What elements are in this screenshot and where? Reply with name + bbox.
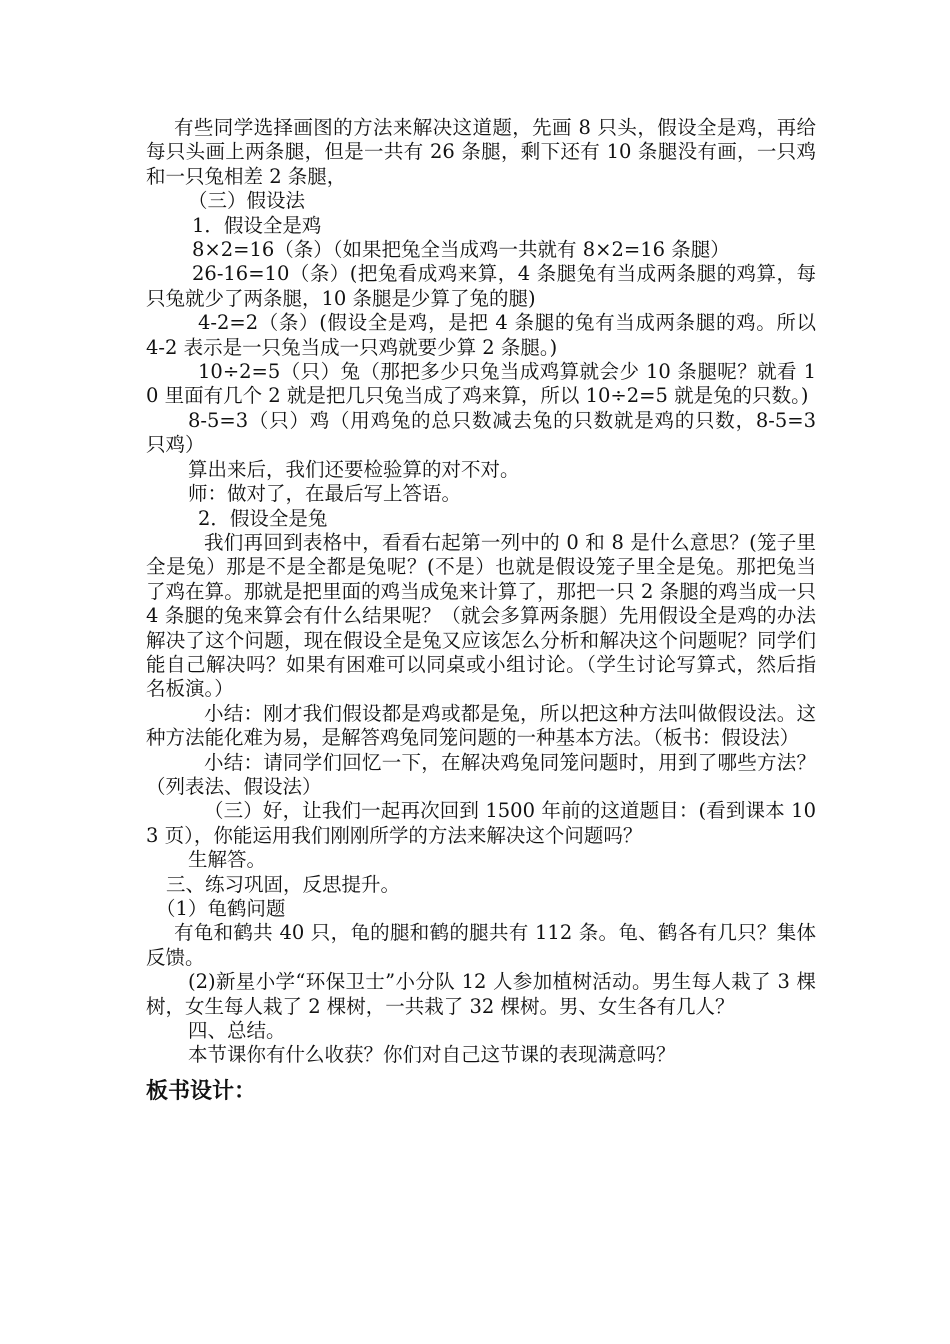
equation-line-2: 26-16=10（条）(把兔看成鸡来算，4 条腿兔有当成两条腿的鸡算，每只兔就少了两条腿，10 条腿是少算了兔的腿): [146, 262, 816, 310]
paragraph-check: 算出来后，我们还要检验算的对不对。: [188, 457, 520, 481]
paragraph-table-discussion: 我们再回到表格中，看看右起第一列中的 0 和 8 是什么意思？(笼子里全是兔）那是不是全都是兔呢？(不是）也就是假设笼子里全是兔。那把兔当了鸡在算。那就是把里面的鸡当成兔来计算了，那把一只 2 条腿的鸡当成一只 4 条腿的兔来算会有什么结果呢？（就会多算两条腿）先用假设全是鸡的办法解决了这个问题，现在假设全是兔又应该怎么分析和解决这个问题呢？同学们能自己解决吗？如果有困难可以同桌或小组讨论。（学生讨论写算式，然后指名板演。）: [146, 530, 816, 701]
section-practice: 三、练习巩固，反思提升。: [166, 872, 401, 896]
paragraph-summary-2: 小结：请同学们回忆一下，在解决鸡兔同笼问题时，用到了哪些方法？（列表法、假设法）: [146, 750, 816, 798]
subsection-assume-rabbits: 2．假设全是兔: [198, 506, 328, 530]
paragraph-closing-question: 本节课你有什么收获？你们对自己这节课的表现满意吗？: [188, 1043, 676, 1067]
document-page: [146, 116, 816, 1106]
problem-turtle-crane: 有龟和鹤共 40 只，龟的腿和鹤的腿共有 112 条。龟、鹤各有几只？集体反馈。: [146, 921, 816, 969]
equation-line-4: 10÷2=5（只）兔（那把多少只兔当成鸡算就会少 10 条腿呢？就看 10 里面有几个 2 就是把几只兔当成了鸡来算，所以 10÷2=5 就是兔的只数。): [146, 360, 816, 408]
paragraph-summary-1: 小结：刚才我们假设都是鸡或都是兔，所以把这种方法叫做假设法。这种方法能化难为易，是解答鸡兔同笼问题的一种基本方法。（板书：假设法）: [146, 701, 816, 750]
section-summary: 四、总结。: [188, 1019, 286, 1043]
paragraph-drawing-method: 有些同学选择画图的方法来解决这道题，先画 8 只头，假设全是鸡，再给每只头画上两条腿，但是一共有 26 条腿，剩下还有 10 条腿没有画，一只鸡和一只兔相差 2 条腿，: [146, 116, 816, 188]
paragraph-teacher: 师：做对了，在最后写上答语。: [188, 482, 462, 506]
paragraph-return-problem: （三）好，让我们一起再次回到 1500 年前的这道题目：(看到课本 103 页），你能运用我们刚刚所学的方法来解决这个问题吗？: [146, 799, 816, 847]
equation-line-5: 8-5=3（只）鸡（用鸡兔的总只数减去兔的只数就是鸡的只数，8-5=3 只鸡）: [146, 408, 816, 457]
problem-tree-planting: (2)新星小学“环保卫士”小分队 12 人参加植树活动。男生每人栽了 3 棵树，女生每人栽了 2 棵树，一共栽了 32 棵树。男、女生各有几人？: [146, 970, 816, 1018]
subsection-assume-chickens: 1．假设全是鸡: [192, 213, 322, 237]
equation-line-3: 4-2=2（条）(假设全是鸡，是把 4 条腿的兔有当成两条腿的鸡。所以 4-2 表示是一只兔当成一只鸡就要少算 2 条腿。): [146, 311, 816, 359]
paragraph-student-answer: 生解答。: [188, 848, 267, 872]
section-assumption-method: （三）假设法: [188, 189, 306, 213]
subsection-turtle-crane: （1）龟鹤问题: [156, 897, 286, 920]
equation-line-1: 8×2=16（条）（如果把兔全当成鸡一共就有 8×2=16 条腿）: [192, 238, 730, 262]
board-design-heading: 板书设计：: [146, 1077, 257, 1104]
